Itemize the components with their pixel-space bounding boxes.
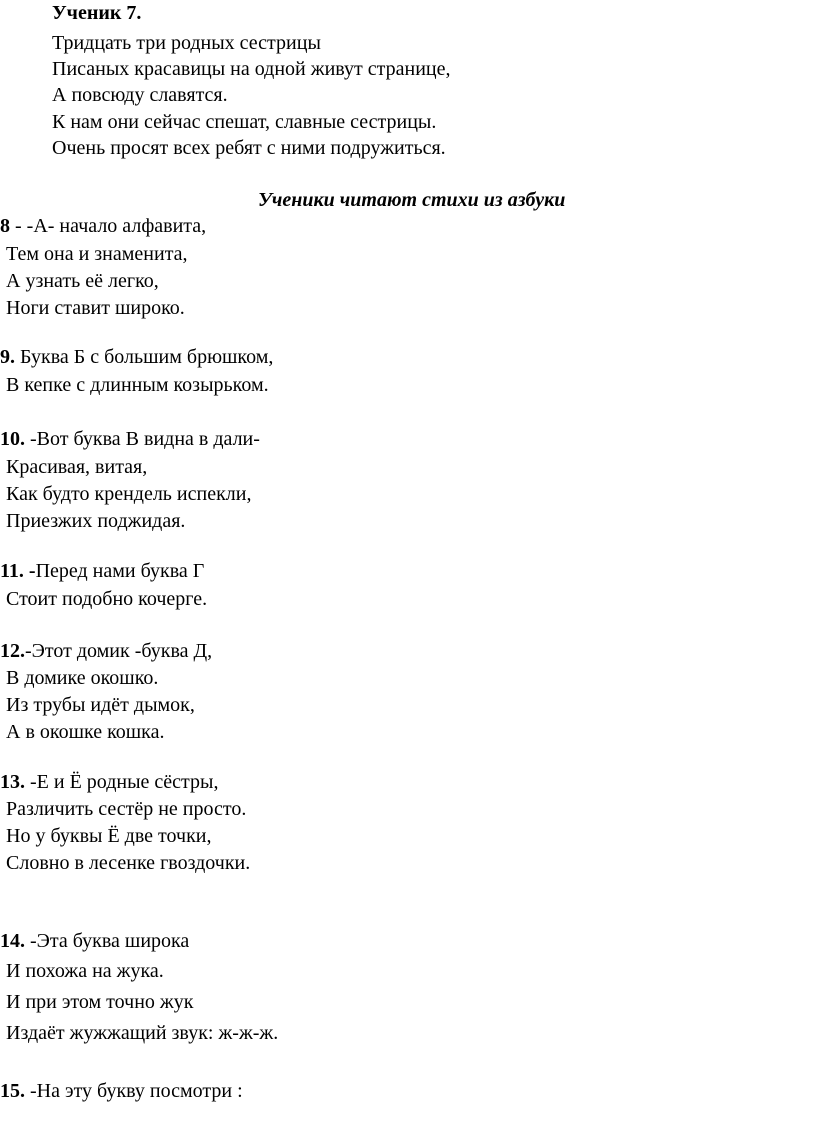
verse-number: 14. [0, 930, 25, 952]
verse-line: Приезжих поджидая. [6, 510, 186, 532]
verse-line: Словно в лесенке гвоздочки. [6, 852, 251, 874]
verse-lead [0, 928, 189, 954]
verse-line: В домике окошко. [6, 667, 159, 689]
verse-line: В кепке с длинным козырьком. [6, 374, 269, 396]
verse-lead [0, 558, 204, 584]
verse-lead-text: -Эта буква широка [25, 930, 190, 952]
verse-lead [0, 1078, 243, 1104]
verse-line: Ноги ставит широко. [6, 297, 185, 319]
verse-line: Стоит подобно кочерге. [6, 588, 208, 610]
verse-line: Тем она и знаменита, [6, 243, 188, 265]
verse-lead-text: -Этот домик -буква Д, [25, 640, 213, 662]
verse-line: И при этом точно жук [6, 991, 194, 1013]
verse-lead [0, 769, 218, 795]
intro-line: А повсюду славятся. [52, 84, 228, 106]
verse-lead-text: Буква Б с большим брюшком, [15, 346, 274, 368]
verse-number: 13. [0, 771, 25, 793]
verse-lead [0, 213, 206, 239]
verse-number: 15. [0, 1080, 25, 1102]
verse-lead-text: Перед нами буква Г [35, 560, 205, 582]
verse-line: Как будто крендель испекли, [6, 483, 252, 505]
verse-line: А в окошке кошка. [6, 721, 165, 743]
verse-line: Издаёт жужжащий звук: ж-ж-ж. [6, 1022, 279, 1044]
intro-line: К нам они сейчас спешат, славные сестрицы. [52, 111, 437, 133]
verse-line: А узнать её легко, [6, 270, 159, 292]
verse-lead [0, 426, 260, 452]
verse-lead-text: -Вот буква В видна в дали- [25, 428, 260, 450]
verse-number: 11. - [0, 560, 36, 582]
verse-number: 9. [0, 346, 15, 368]
intro-line: Тридцать три родных сестрицы [52, 32, 321, 54]
verse-lead-text: -На эту букву посмотри : [25, 1080, 243, 1102]
verse-lead-text: - -А- начало алфавита, [10, 215, 207, 237]
verse-line: Красивая, витая, [6, 456, 148, 478]
verse-line: И похожа на жука. [6, 960, 164, 982]
verse-number: 10. [0, 428, 25, 450]
verse-lead [0, 638, 212, 664]
verse-number: 12. [0, 640, 25, 662]
verse-line: Различить сестёр не просто. [6, 798, 247, 820]
verse-line: Но у буквы Ё две точки, [6, 825, 212, 847]
verse-line: Из трубы идёт дымок, [6, 694, 195, 716]
verse-number: 8 [0, 215, 10, 237]
intro-line: Очень просят всех ребят с ними подружиться. [52, 137, 446, 159]
intro-line: Писаных красавицы на одной живут странице, [52, 58, 451, 80]
section-heading: Ученики читают стихи из азбуки [258, 189, 566, 211]
verse-lead [0, 344, 273, 370]
verse-lead-text: -Е и Ё родные сёстры, [25, 771, 219, 793]
student-title: Ученик 7. [52, 2, 142, 24]
